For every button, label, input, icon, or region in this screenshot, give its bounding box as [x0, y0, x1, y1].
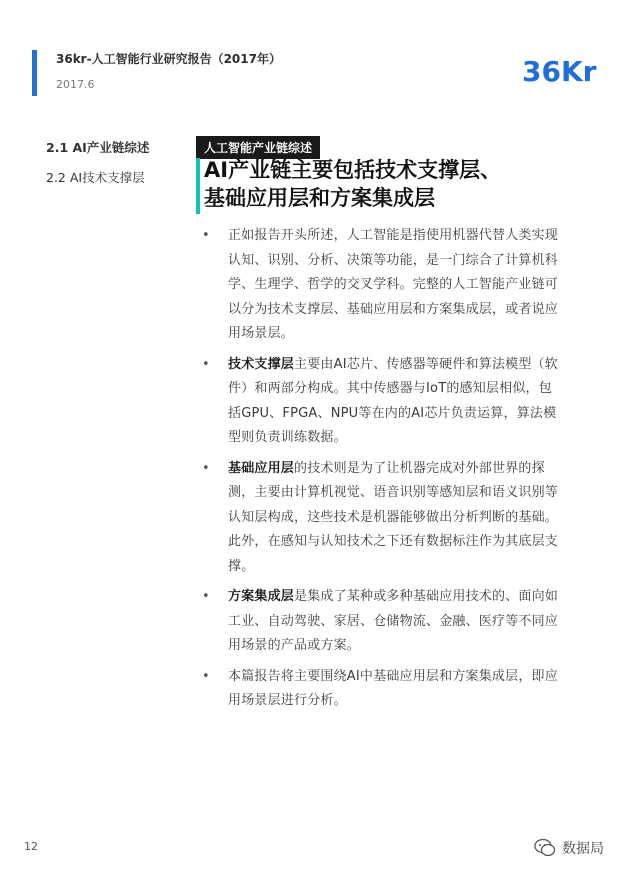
- bullet-text: 主要由AI芯片、传感器等硬件和算法模型（软件）和两部分构成。其中传感器与IoT的感知层相似，包括GPU、FPGA、NPU等在内的AI芯片负责运算，算法模型则负责训练数据。: [228, 356, 558, 445]
- list-item: [200, 224, 560, 347]
- headline-line-2: 基础应用层和方案集成层: [204, 186, 435, 210]
- bullet-text: 是集成了某种或多种基础应用技术的、面向如工业、自动驾驶、家居、仓储物流、金融、医疗等不同应用场景的产品或方案。: [228, 589, 559, 653]
- list-item: [200, 585, 560, 659]
- page-headline: [204, 156, 584, 212]
- bullet-term: 技术支撑层: [228, 356, 295, 372]
- report-date: 2017.6: [56, 78, 95, 91]
- logo-text: 36Kr: [522, 55, 597, 88]
- report-title: 36kr-人工智能行业研究报告（2017年）: [56, 52, 281, 66]
- bullet-icon: •: [202, 228, 210, 243]
- toc-item-2-1[interactable]: 2.1 AI产业链综述: [46, 140, 150, 155]
- watermark-text: 数据局: [562, 841, 604, 857]
- page-number: 12: [24, 840, 38, 853]
- headline-line-1: AI产业链主要包括技术支撑层、: [204, 158, 502, 182]
- bullet-text: 本篇报告将主要围绕AI中基础应用层和方案集成层，即应用场景层进行分析。: [228, 668, 558, 708]
- bullet-text: 的技术则是为了让机器完成对外部世界的探测，主要由计算机视觉、语音识别等感知层和语义识别等认知层构成，这些技术是机器能够做出分析判断的基础。此外，在感知与认知技术之下还有数据标注作为其底层支撑。: [228, 460, 559, 574]
- table-of-contents: [46, 140, 186, 200]
- bullet-term: 基础应用层: [228, 460, 295, 476]
- section-label: 人工智能产业链综述: [196, 136, 320, 159]
- headline-accent-bar: [196, 158, 200, 214]
- bullet-text: 正如报告开头所述，人工智能是指使用机器代替人类实现认知、识别、分析、决策等功能，是一门综合了计算机科学、生理学、哲学的交叉学科。完整的人工智能产业链可以分为技术支撑层、基础应用层和方案集成层，或者说应用场景层。: [228, 228, 559, 341]
- list-item: [200, 665, 560, 714]
- bullet-list: [200, 224, 560, 720]
- bullet-term: 方案集成层: [228, 589, 295, 604]
- bullet-icon: •: [202, 460, 210, 476]
- bullet-icon: •: [202, 356, 210, 372]
- header-accent-bar: [32, 50, 37, 96]
- 36kr-logo: [522, 52, 597, 88]
- bullet-icon: •: [202, 668, 210, 684]
- list-item: [200, 353, 560, 451]
- list-item: [200, 457, 560, 580]
- watermark: [534, 836, 604, 860]
- bullet-icon: •: [202, 589, 210, 604]
- toc-item-2-2[interactable]: 2.2 AI技术支撑层: [46, 170, 145, 185]
- wechat-icon: [534, 838, 556, 858]
